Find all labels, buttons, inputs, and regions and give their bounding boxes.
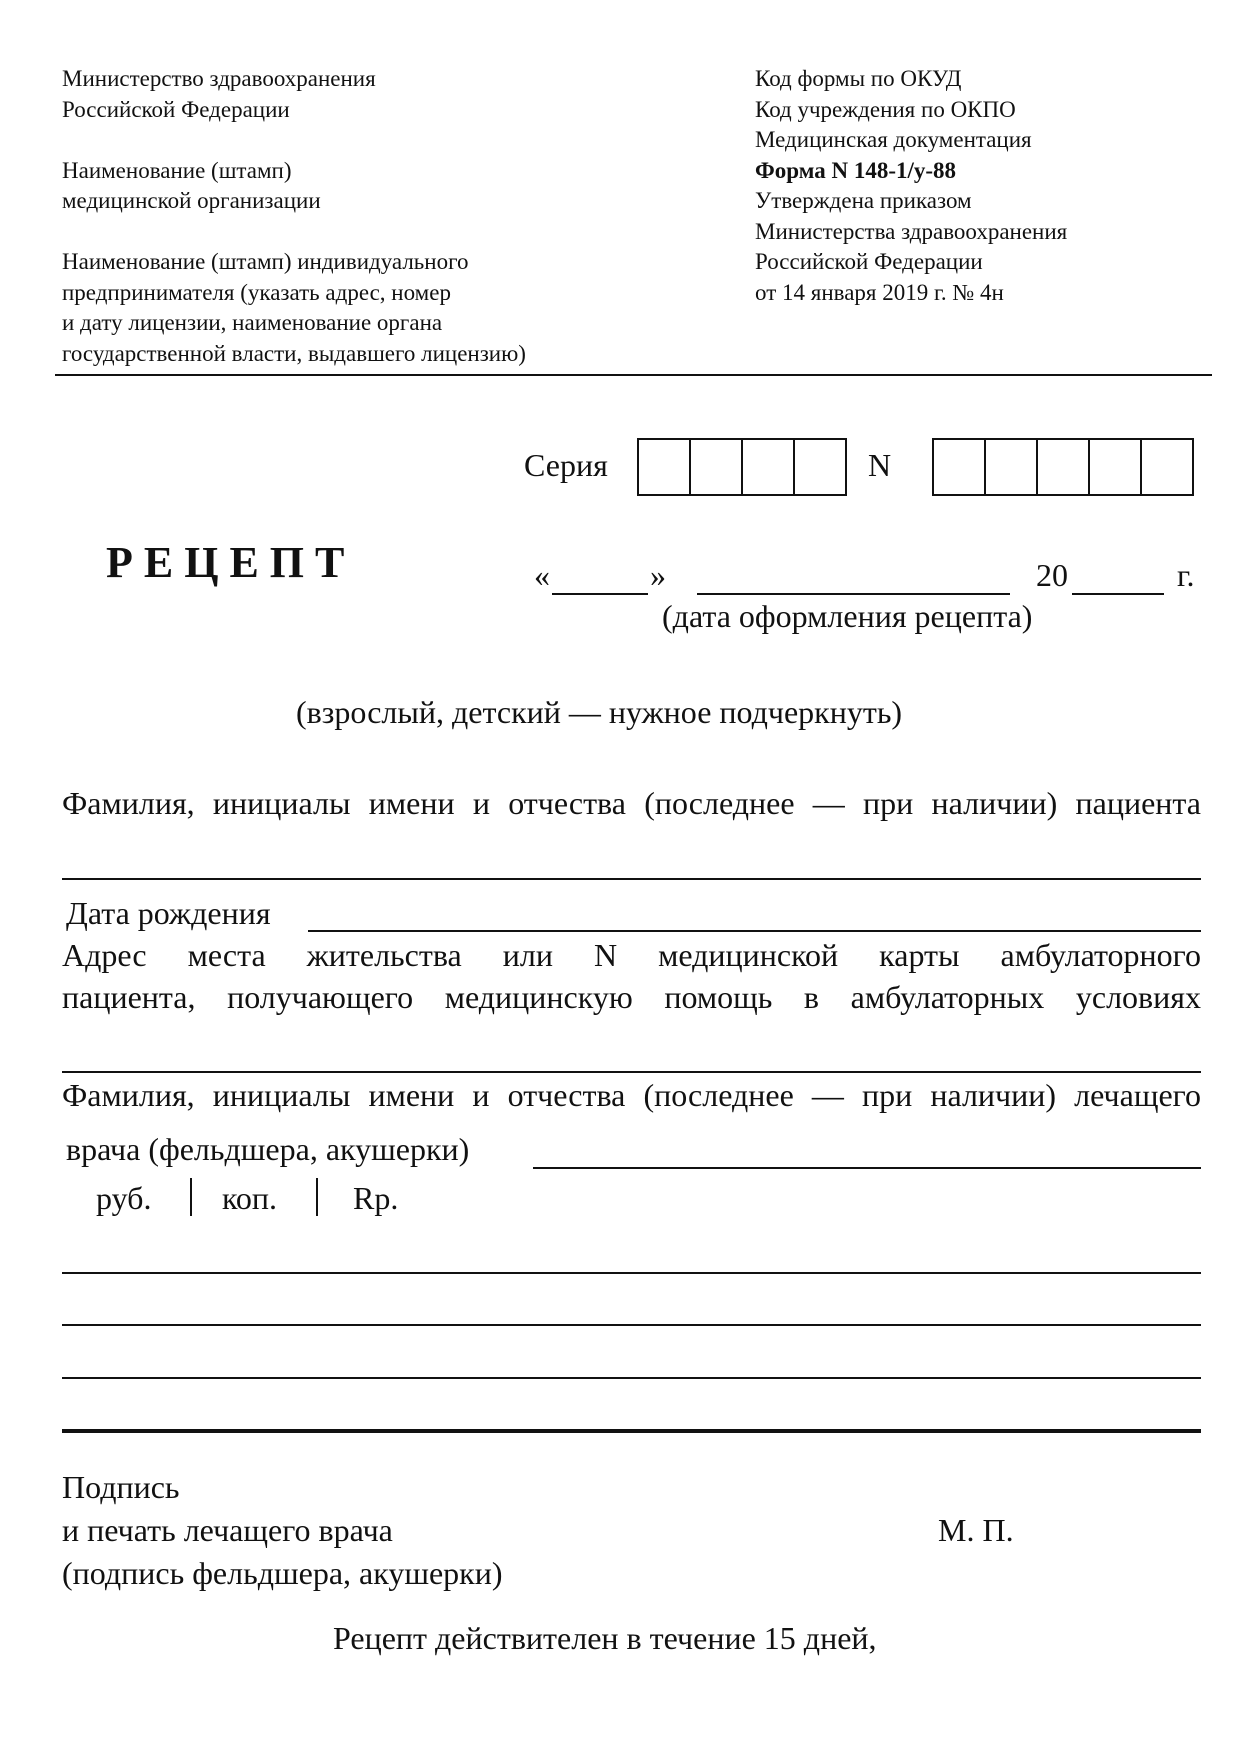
doctor-name-field[interactable]: [533, 1167, 1201, 1169]
date-open-quote: «: [534, 557, 550, 593]
prescription-line[interactable]: [62, 1272, 1201, 1274]
address-field[interactable]: [62, 1071, 1201, 1073]
rp-label: Rp.: [353, 1180, 399, 1216]
ip-stamp-line-2: предпринимателя (указать адрес, номер: [62, 279, 451, 305]
org-stamp-line-1: Наименование (штамп): [62, 157, 292, 183]
ministry-line-1: Министерство здравоохранения: [62, 66, 376, 91]
patient-type-note: (взрослый, детский — нужное подчеркнуть): [296, 694, 903, 730]
header-right: [755, 64, 1067, 308]
address-label-line-1: Адрес места жительства или N медицинской карты амбулаторного: [62, 937, 1201, 973]
rub-label: руб.: [96, 1180, 152, 1216]
ip-stamp-line-1: Наименование (штамп) индивидуального: [62, 249, 469, 274]
org-stamp-line-2: медицинской организации: [62, 188, 321, 213]
series-cell[interactable]: [743, 440, 795, 494]
number-cell[interactable]: [1142, 440, 1192, 494]
rub-kop-separator: [190, 1178, 192, 1216]
document-title: РЕЦЕПТ: [106, 538, 356, 587]
signature-line-1: Подпись: [62, 1469, 180, 1505]
approved-line-4: от 14 января 2019 г. № 4н: [755, 279, 1004, 305]
approved-line-2: Министерства здравоохранения: [755, 218, 1068, 244]
med-doc-label: Медицинская документация: [755, 127, 1032, 152]
date-close-quote: »: [650, 557, 666, 593]
kop-rp-separator: [316, 1178, 318, 1216]
approved-line-3: Российской Федерации: [755, 249, 983, 274]
signature-line-2: и печать лечащего врача: [62, 1512, 393, 1548]
approved-line-1: Утверждена приказом: [755, 188, 972, 213]
number-label: N: [868, 447, 892, 483]
series-cell[interactable]: [691, 440, 743, 494]
date-year-prefix: 20: [1036, 557, 1068, 593]
date-year-field[interactable]: [1072, 593, 1164, 595]
date-year-suffix: г.: [1177, 557, 1195, 593]
birth-date-label: Дата рождения: [66, 895, 271, 931]
series-cell[interactable]: [639, 440, 691, 494]
header-divider: [55, 374, 1212, 376]
prescription-end-line[interactable]: [62, 1429, 1201, 1433]
ip-stamp-line-3: и дату лицензии, наименование органа: [62, 310, 443, 335]
number-boxes[interactable]: [932, 438, 1194, 496]
doctor-label-line-1: Фамилия, инициалы имени и отчества (последнее — при наличии) лечащего: [62, 1077, 1201, 1113]
series-label: Серия: [524, 447, 608, 483]
okpo-code-label: Код учреждения по ОКПО: [755, 96, 1016, 122]
number-cell[interactable]: [1090, 440, 1142, 494]
address-label-line-2: пациента, получающего медицинскую помощь в амбулаторных условиях: [62, 979, 1201, 1015]
seal-place-label: М. П.: [938, 1512, 1014, 1548]
date-month-field[interactable]: [697, 593, 1010, 595]
date-day-field[interactable]: [552, 593, 648, 595]
kop-label: коп.: [222, 1180, 278, 1216]
okud-code-label: Код формы по ОКУД: [755, 66, 962, 91]
series-cell[interactable]: [795, 440, 845, 494]
ministry-line-2: Российской Федерации: [62, 96, 290, 122]
patient-name-field[interactable]: [62, 878, 1201, 880]
validity-note: Рецепт действителен в течение 15 дней,: [333, 1620, 877, 1656]
patient-name-label: Фамилия, инициалы имени и отчества (последнее — при наличии) пациента: [62, 785, 1201, 821]
number-cell[interactable]: [1038, 440, 1090, 494]
header-left: [62, 64, 526, 369]
doctor-label-line-2: врача (фельдшера, акушерки): [66, 1131, 470, 1167]
birth-date-field[interactable]: [308, 930, 1201, 932]
number-cell[interactable]: [934, 440, 986, 494]
prescription-line[interactable]: [62, 1377, 1201, 1379]
number-cell[interactable]: [986, 440, 1038, 494]
signature-line-3: (подпись фельдшера, акушерки): [62, 1555, 503, 1591]
date-caption: (дата оформления рецепта): [662, 598, 1033, 634]
ip-stamp-line-4: государственной власти, выдавшего лицензию): [62, 340, 526, 366]
series-boxes[interactable]: [637, 438, 847, 496]
form-number: Форма N 148-1/у-88: [755, 157, 957, 183]
prescription-line[interactable]: [62, 1324, 1201, 1326]
